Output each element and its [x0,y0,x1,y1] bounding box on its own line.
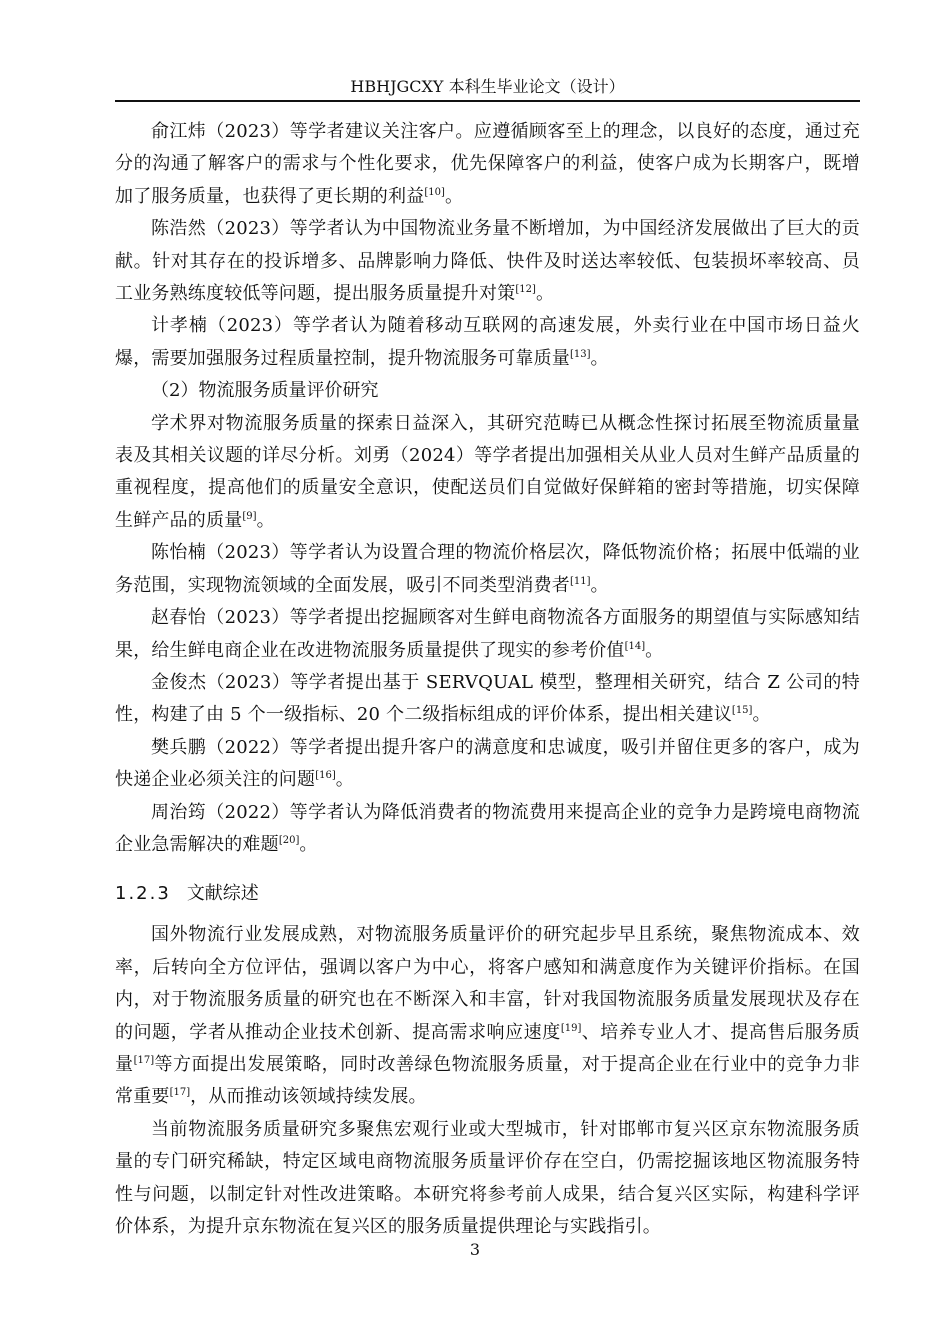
citation-ref: [15] [731,705,753,717]
paragraph-group-quality-evaluation [115,408,860,862]
body-paragraph: 樊兵鹏（2022）等学者提出提升客户的满意度和忠诚度，吸引并留住更多的客户，成为快递企业必须关注的问题[16]。 [115,736,860,791]
body-paragraph: 陈怡楠（2023）等学者认为设置合理的物流价格层次，降低物流价格；拓展中低端的业务范围，实现物流领域的全面发展，吸引不同类型消费者[11]。 [115,542,860,596]
citation-ref: [10] [424,186,445,198]
section-number: 1.2.3 [115,883,171,905]
citation-ref: [11] [570,575,591,587]
body-paragraph: 计孝楠（2023）等学者认为随着移动互联网的高速发展，外卖行业在中国市场日益火爆，需要加强服务过程质量控制，提升物流服务可靠质量[13]。 [115,315,860,369]
paragraph-group-service-improvement [115,116,860,375]
citation-ref: [14] [624,640,646,652]
subsection-heading: （2）物流服务质量评价研究 [151,380,379,402]
body-paragraph: 国外物流行业发展成熟，对物流服务质量评价的研究起步早且系统，聚焦物流成本、效率，后转向全方位评估，强调以客户为中心，将客户感知和满意度作为关键评价指标。在国内，对于物流服务质量的研究也在不断深入和丰富，针对我国物流服务质量发展现状及存在的问题，学者从推动企业技术创新、提高需求响应速度[19]、培养专业人才、提高售后服务质量[17]等方面提出发展策略，同时改善绿色物流服务质量，对于提高企业在行业中的竞争力非常重要[17]，从而推动该领域持续发展。 [115,924,860,1108]
citation-ref: [13] [570,348,591,360]
page-body [115,116,860,1243]
body-paragraph: 金俊杰（2023）等学者提出基于 SERVQUAL 模型，整理相关研究，结合 Z 公司的特性，构建了由 5 个一级指标、20 个二级指标组成的评价体系，提出相关建议[15]。 [115,671,860,726]
body-paragraph: 学术界对物流服务质量的探索日益深入，其研究范畴已从概念性探讨拓展至物流质量量表及其相关议题的详尽分析。刘勇（2024）等学者提出加强相关从业人员对生鲜产品质量的重视程度，提高他们的质量安全意识，使配送员们自觉做好保鲜箱的密封等措施，切实保障生鲜产品的质量[9]。 [115,412,860,531]
header-divider [115,100,860,102]
body-paragraph: 周治筠（2022）等学者认为降低消费者的物流费用来提高企业的竞争力是跨境电商物流企业急需解决的难题[20]。 [115,801,860,855]
citation-ref: [12] [515,284,536,296]
citation-ref: [17] [169,1087,191,1099]
section-heading [115,879,860,909]
running-header: HBHJGCXY 本科生毕业论文（设计） [350,77,625,96]
body-paragraph: 俞江炜（2023）等学者建议关注客户。应遵循顾客至上的理念，以良好的态度，通过充分的沟通了解客户的需求与个性化要求，优先保障客户的利益，使客户成为长期客户，既增加了服务质量，也获得了更长期的利益[10]。 [115,121,860,207]
section-title: 文献综述 [186,883,259,905]
body-paragraph: 当前物流服务质量研究多聚焦宏观行业或大型城市，针对邯郸市复兴区京东物流服务质量的专门研究稀缺，特定区域电商物流服务质量评价存在空白，仍需挖掘该地区物流服务特性与问题，以制定针对性改进策略。本研究将参考前人成果，结合复兴区实际，构建科学评价体系，为提升京东物流在复兴区的服务质量提供理论与实践指引。 [115,1118,860,1237]
body-paragraph: 陈浩然（2023）等学者认为中国物流业务量不断增加，为中国经济发展做出了巨大的贡献。针对其存在的投诉增多、品牌影响力降低、快件及时送达率较低、包装损坏率较高、员工业务熟练度较低等问题，提出服务质量提升对策[12]。 [115,218,860,305]
citation-ref: [19] [560,1022,582,1034]
page-number: 3 [469,1240,481,1259]
citation-ref: [20] [278,834,300,846]
citation-ref: [16] [315,770,336,782]
citation-ref: [9] [242,510,257,522]
body-paragraph: 赵春怡（2023）等学者提出挖掘顾客对生鲜电商物流各方面服务的期望值与实际感知结果，给生鲜电商企业在改进物流服务质量提供了现实的参考价值[14]。 [115,607,860,661]
citation-ref: [17] [133,1054,155,1066]
